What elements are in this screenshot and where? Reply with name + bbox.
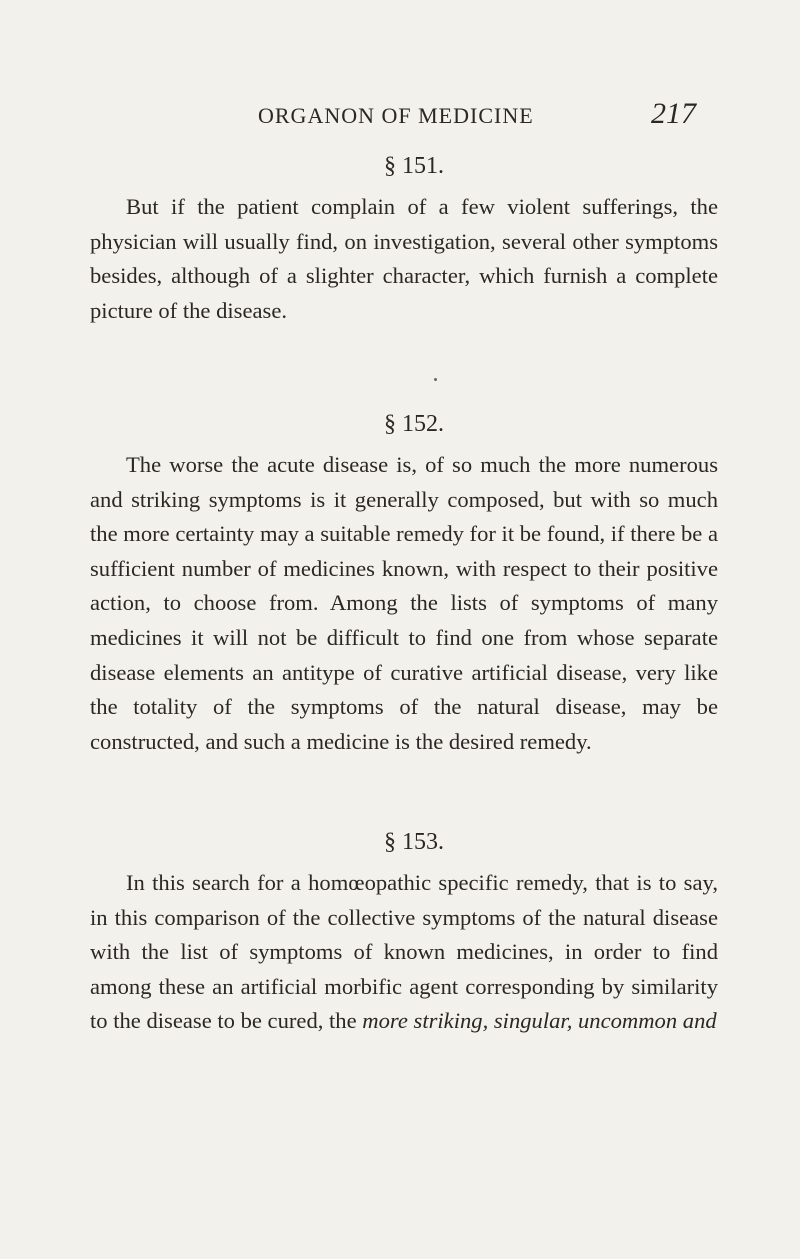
- section-152: [90, 404, 718, 759]
- section-paragraph: The worse the acute disease is, of so much the more numerous and striking symptoms is it generally composed, but with so much the more certainty may a suitable remedy for it be found, if there be a sufficient number of medicines known, with respect to their positive action, to choose from. Among the lists of symptoms of many medicines it will not be difficult to find one from whose separate disease elements an antitype of curative artificial disease, very like the totality of the symptoms of the natural disease, may be constructed, and such a medicine is the desired remedy.: [90, 452, 718, 754]
- section-heading: § 153.: [384, 829, 444, 855]
- section-151: [90, 146, 718, 328]
- running-head: [0, 97, 800, 133]
- section-paragraph: But if the patient complain of a few violent sufferings, the physician will usually find, on investigation, several other symptoms besides, although of a slighter character, which furnish a complete picture of the disease.: [90, 194, 718, 323]
- section-heading: § 151.: [384, 153, 444, 179]
- section-heading: § 152.: [384, 411, 444, 437]
- section-paragraph: [90, 866, 718, 1039]
- print-speck: [434, 378, 437, 381]
- running-title: ORGANON OF MEDICINE: [258, 103, 534, 128]
- section-153: [90, 822, 718, 1039]
- paragraph-text: In this search for a homœopathic specific remedy, that is to say, in this comparison of the collective symptoms of the natural disease with the list of symptoms of known medicines, in order to find among these an artificial morbific agent corresponding by similarity to the disease to be cured, the: [90, 870, 718, 1034]
- italic-emphasis: more striking, singular, uncommon and: [362, 1008, 717, 1034]
- page-number: 217: [651, 97, 696, 130]
